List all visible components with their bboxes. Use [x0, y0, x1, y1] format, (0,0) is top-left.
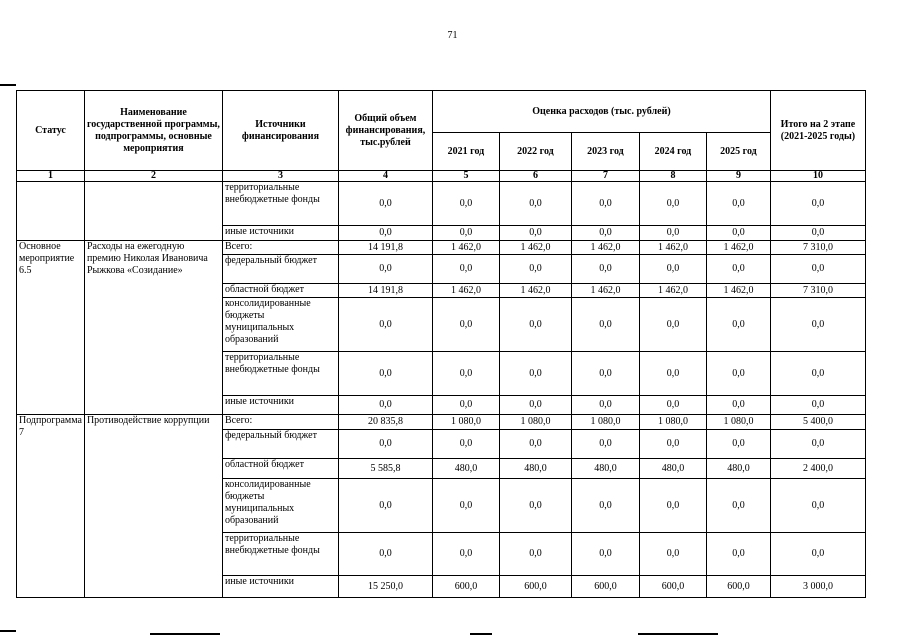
page-number: 71: [447, 30, 458, 41]
column-number: 7: [571, 171, 639, 182]
header-total: Общий объем финансирования, тыс.рублей: [338, 91, 432, 171]
source-cell: иные источники: [222, 396, 338, 415]
value-cell: 0,0: [571, 533, 639, 576]
source-cell: консолидированные бюджеты муниципальных образований: [222, 298, 338, 352]
value-cell: 0,0: [639, 255, 706, 284]
value-cell: 0,0: [499, 352, 571, 396]
value-cell: 0,0: [571, 226, 639, 241]
value-cell: 0,0: [499, 479, 571, 533]
value-cell: 0,0: [706, 255, 770, 284]
value-cell: 0,0: [499, 226, 571, 241]
value-cell: 5 400,0: [770, 415, 865, 430]
value-cell: 0,0: [639, 396, 706, 415]
source-cell: территориальные внебюджетные фонды: [222, 182, 338, 226]
source-cell: областной бюджет: [222, 284, 338, 298]
value-cell: 1 462,0: [571, 284, 639, 298]
value-cell: 1 462,0: [639, 284, 706, 298]
value-cell: 480,0: [639, 459, 706, 479]
value-cell: 0,0: [571, 182, 639, 226]
value-cell: 0,0: [639, 479, 706, 533]
value-cell: 0,0: [338, 226, 432, 241]
value-cell: 1 080,0: [639, 415, 706, 430]
value-cell: 0,0: [706, 352, 770, 396]
value-cell: 600,0: [639, 576, 706, 598]
value-cell: 1 080,0: [432, 415, 499, 430]
value-cell: 0,0: [499, 533, 571, 576]
column-number: 8: [639, 171, 706, 182]
value-cell: 1 462,0: [432, 241, 499, 255]
source-cell: консолидированные бюджеты муниципальных образований: [222, 479, 338, 533]
scan-edge-mark: [150, 633, 220, 635]
value-cell: 0,0: [499, 255, 571, 284]
value-cell: 0,0: [338, 533, 432, 576]
source-cell: иные источники: [222, 576, 338, 598]
value-cell: 480,0: [706, 459, 770, 479]
source-cell: федеральный бюджет: [222, 255, 338, 284]
header-year: 2023 год: [571, 133, 639, 171]
header-estimate: Оценка расходов (тыс. рублей): [432, 91, 770, 133]
value-cell: 0,0: [571, 430, 639, 459]
status-cell: [17, 182, 85, 241]
value-cell: 0,0: [770, 396, 865, 415]
value-cell: 0,0: [432, 182, 499, 226]
value-cell: 1 462,0: [639, 241, 706, 255]
header-year: 2024 год: [639, 133, 706, 171]
value-cell: 1 080,0: [706, 415, 770, 430]
value-cell: 0,0: [432, 255, 499, 284]
value-cell: 0,0: [770, 255, 865, 284]
header-year: 2025 год: [706, 133, 770, 171]
value-cell: 0,0: [706, 226, 770, 241]
header-year: 2022 год: [499, 133, 571, 171]
column-number: 9: [706, 171, 770, 182]
source-cell: областной бюджет: [222, 459, 338, 479]
value-cell: 1 462,0: [499, 284, 571, 298]
value-cell: 0,0: [338, 430, 432, 459]
header-status: Статус: [17, 91, 85, 171]
value-cell: 0,0: [432, 396, 499, 415]
value-cell: 1 462,0: [706, 284, 770, 298]
value-cell: 0,0: [571, 479, 639, 533]
page-edge-mark: [0, 84, 16, 86]
source-cell: территориальные внебюджетные фонды: [222, 533, 338, 576]
value-cell: 0,0: [639, 298, 706, 352]
value-cell: 600,0: [432, 576, 499, 598]
value-cell: 0,0: [639, 430, 706, 459]
column-number: 3: [222, 171, 338, 182]
value-cell: 600,0: [571, 576, 639, 598]
source-cell: Всего:: [222, 241, 338, 255]
source-cell: территориальные внебюджетные фонды: [222, 352, 338, 396]
name-cell: Расходы на ежегодную премию Николая Ивановича Рыжкова «Созидание»: [84, 241, 222, 415]
value-cell: 0,0: [639, 533, 706, 576]
value-cell: 1 080,0: [499, 415, 571, 430]
financing-table: [16, 90, 866, 598]
value-cell: 1 462,0: [499, 241, 571, 255]
value-cell: 600,0: [706, 576, 770, 598]
value-cell: 0,0: [706, 298, 770, 352]
value-cell: 0,0: [706, 396, 770, 415]
value-cell: 5 585,8: [338, 459, 432, 479]
value-cell: 0,0: [571, 352, 639, 396]
value-cell: 0,0: [770, 479, 865, 533]
value-cell: 0,0: [706, 479, 770, 533]
value-cell: 480,0: [571, 459, 639, 479]
value-cell: 0,0: [706, 533, 770, 576]
value-cell: 0,0: [432, 226, 499, 241]
value-cell: 0,0: [571, 396, 639, 415]
value-cell: 0,0: [338, 255, 432, 284]
page-edge-mark: [0, 630, 16, 632]
value-cell: 15 250,0: [338, 576, 432, 598]
source-cell: федеральный бюджет: [222, 430, 338, 459]
value-cell: 7 310,0: [770, 241, 865, 255]
value-cell: 0,0: [770, 182, 865, 226]
value-cell: 0,0: [639, 352, 706, 396]
value-cell: 20 835,8: [338, 415, 432, 430]
value-cell: 0,0: [770, 533, 865, 576]
value-cell: 0,0: [338, 352, 432, 396]
value-cell: 1 462,0: [706, 241, 770, 255]
column-number: 5: [432, 171, 499, 182]
value-cell: 14 191,8: [338, 284, 432, 298]
column-number: 1: [17, 171, 85, 182]
value-cell: 1 462,0: [432, 284, 499, 298]
scan-edge-mark: [638, 633, 718, 635]
scan-edge-mark: [470, 633, 492, 635]
value-cell: 0,0: [770, 226, 865, 241]
value-cell: 0,0: [770, 298, 865, 352]
value-cell: 0,0: [639, 226, 706, 241]
name-cell: [84, 182, 222, 241]
status-cell: Основное мероприятие 6.5: [17, 241, 85, 415]
value-cell: 0,0: [338, 479, 432, 533]
value-cell: 0,0: [706, 182, 770, 226]
value-cell: 2 400,0: [770, 459, 865, 479]
value-cell: 480,0: [499, 459, 571, 479]
value-cell: 0,0: [499, 430, 571, 459]
value-cell: 0,0: [432, 533, 499, 576]
value-cell: 1 462,0: [571, 241, 639, 255]
value-cell: 0,0: [432, 298, 499, 352]
column-number: 10: [770, 171, 865, 182]
value-cell: 0,0: [499, 298, 571, 352]
value-cell: 7 310,0: [770, 284, 865, 298]
value-cell: 0,0: [499, 396, 571, 415]
header-sources: Источники финансирования: [222, 91, 338, 171]
name-cell: Противодействие коррупции: [84, 415, 222, 598]
value-cell: 14 191,8: [338, 241, 432, 255]
value-cell: 1 080,0: [571, 415, 639, 430]
value-cell: 0,0: [432, 430, 499, 459]
header-name: Наименование государственной программы, подпрограммы, основные мероприятия: [84, 91, 222, 171]
value-cell: 0,0: [432, 352, 499, 396]
value-cell: 0,0: [338, 298, 432, 352]
value-cell: 0,0: [338, 182, 432, 226]
value-cell: 0,0: [571, 255, 639, 284]
header-year: 2021 год: [432, 133, 499, 171]
value-cell: 480,0: [432, 459, 499, 479]
source-cell: иные источники: [222, 226, 338, 241]
value-cell: 0,0: [770, 352, 865, 396]
value-cell: 0,0: [432, 479, 499, 533]
value-cell: 0,0: [706, 430, 770, 459]
value-cell: 0,0: [639, 182, 706, 226]
column-number: 6: [499, 171, 571, 182]
value-cell: 0,0: [499, 182, 571, 226]
value-cell: 3 000,0: [770, 576, 865, 598]
value-cell: 0,0: [770, 430, 865, 459]
source-cell: Всего:: [222, 415, 338, 430]
value-cell: 600,0: [499, 576, 571, 598]
value-cell: 0,0: [571, 298, 639, 352]
status-cell: Подпрограмма 7: [17, 415, 85, 598]
column-number: 4: [338, 171, 432, 182]
value-cell: 0,0: [338, 396, 432, 415]
column-number: 2: [84, 171, 222, 182]
header-result: Итого на 2 этапе (2021-2025 годы): [770, 91, 865, 171]
